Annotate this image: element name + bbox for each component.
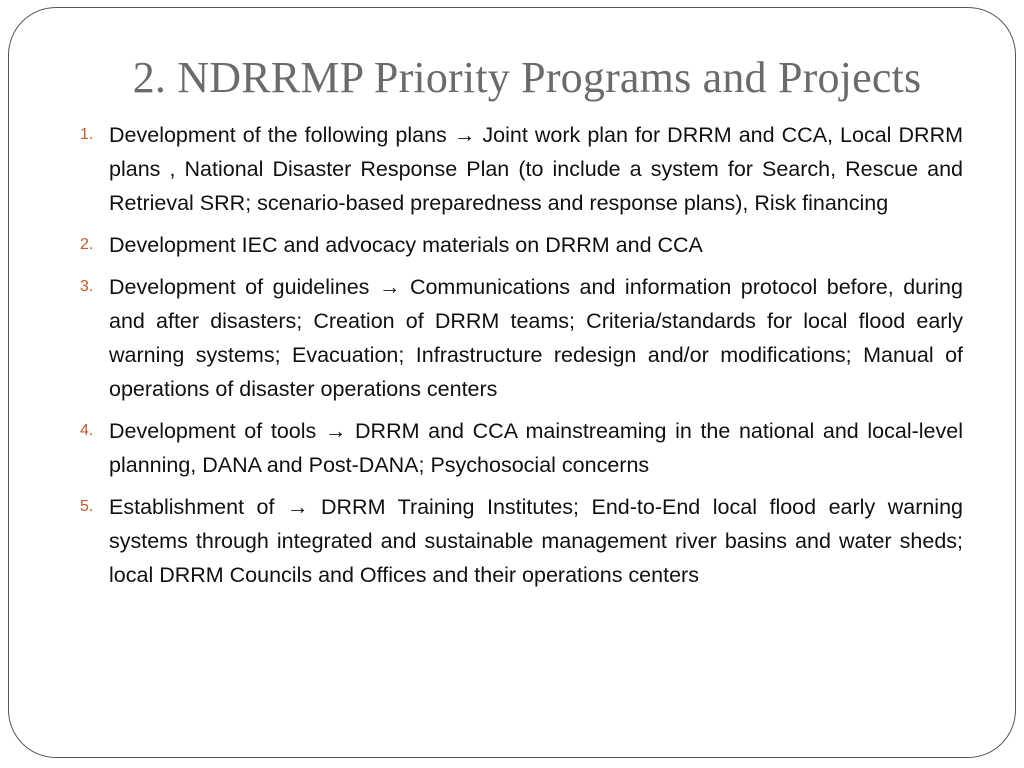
list-number: 4. <box>80 422 94 439</box>
item-lead: Development of tools <box>109 419 317 443</box>
list-number: 3. <box>80 278 94 295</box>
item-lead: Development IEC and advocacy materials on DRRM and CCA <box>109 233 703 257</box>
list-item-2 <box>80 228 963 262</box>
arrow-right-icon: → <box>324 419 347 443</box>
item-text: DRRM Training Institutes; End-to-End local flood early warning systems through integrated and sustainable management river basins and water sheds; local DRRM Councils and Offices and their operations centers <box>109 495 963 587</box>
list-number: 5. <box>80 498 94 515</box>
item-text: DRRM and CCA mainstreaming in the national and local-level planning, DANA and Post-DANA; Psychosocial concerns <box>109 419 963 477</box>
list-number: 1. <box>80 126 94 143</box>
item-lead: Establishment of <box>109 495 287 519</box>
item-text: Joint work plan for DRRM and CCA, Local DRRM plans , National Disaster Response Plan (to include a system for Search, Rescue and Retrieval SRR; scenario-based preparedness and response plans), Risk financing <box>109 123 963 215</box>
slide-title: 2. NDRRMP Priority Programs and Projects <box>132 53 922 102</box>
list-number: 2. <box>80 236 94 253</box>
item-lead: Development of the following plans <box>109 123 447 147</box>
item-lead: Development of guidelines <box>109 275 370 299</box>
item-text: Communications and information protocol before, during and after disasters; Creation of DRRM teams; Criteria/standards for local flood early warning systems; Evacuation; Infrastructure redesign and/or modifications; Manual of operations of disaster operations centers <box>109 275 963 401</box>
list-item-3 <box>80 270 963 406</box>
arrow-right-icon: → <box>286 495 309 519</box>
list-item-5 <box>80 490 963 592</box>
list-item-1 <box>80 118 963 220</box>
arrow-right-icon: → <box>378 275 401 299</box>
priority-list <box>80 118 963 600</box>
list-item-4 <box>80 414 963 482</box>
arrow-right-icon: → <box>453 123 476 147</box>
